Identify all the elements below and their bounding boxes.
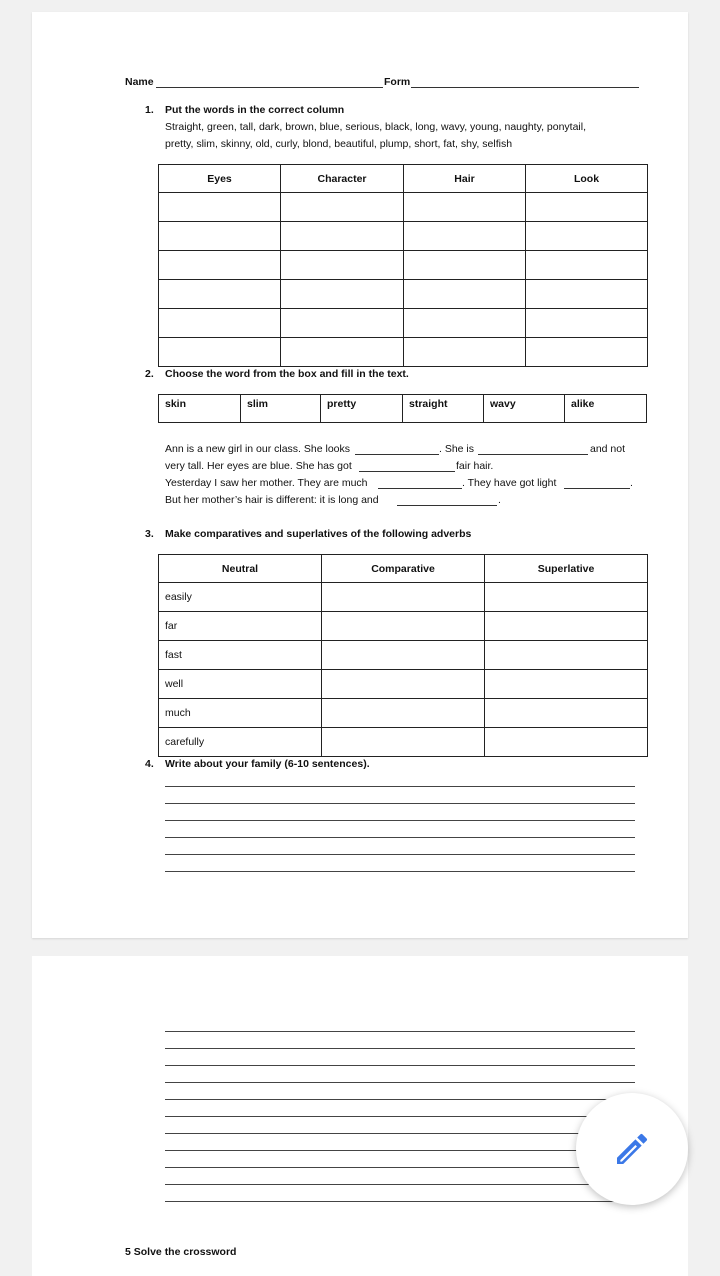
adverb-cell: far <box>159 612 322 641</box>
table-cell[interactable] <box>526 193 648 222</box>
table-cell[interactable] <box>404 251 526 280</box>
table-cell[interactable] <box>485 699 648 728</box>
task1-col-eyes: Eyes <box>159 165 281 193</box>
table-cell[interactable] <box>404 222 526 251</box>
table-cell[interactable] <box>322 641 485 670</box>
table-cell[interactable] <box>281 338 404 367</box>
writing-line[interactable] <box>165 1031 635 1032</box>
text-line3-c: . <box>630 477 633 489</box>
table-cell[interactable] <box>281 309 404 338</box>
blank-4[interactable] <box>378 488 462 489</box>
task1-table <box>158 164 648 367</box>
writing-line[interactable] <box>165 1116 635 1117</box>
box-word: straight <box>403 395 484 423</box>
box-word: slim <box>241 395 321 423</box>
table-cell[interactable] <box>404 338 526 367</box>
table-cell[interactable] <box>322 612 485 641</box>
table-cell[interactable] <box>281 280 404 309</box>
table-cell[interactable] <box>159 222 281 251</box>
task1-words-line1: Straight, green, tall, dark, brown, blue, serious, black, long, wavy, young, naughty, ponytail, <box>165 121 587 133</box>
task1-number: 1. <box>145 104 154 116</box>
writing-line[interactable] <box>165 803 635 804</box>
form-label: Form <box>384 76 411 88</box>
table-cell[interactable] <box>526 251 648 280</box>
blank-1[interactable] <box>355 454 439 455</box>
writing-line[interactable] <box>165 1184 635 1185</box>
table-cell[interactable] <box>526 280 648 309</box>
task1-title: Put the words in the correct column <box>165 104 345 116</box>
writing-line[interactable] <box>165 1082 635 1083</box>
adverb-cell: well <box>159 670 322 699</box>
writing-line[interactable] <box>165 1048 635 1049</box>
text-line2-a: very tall. Her eyes are blue. She has got <box>165 460 352 472</box>
table-row <box>159 612 648 641</box>
task3-title: Make comparatives and superlatives of the following adverbs <box>165 528 472 540</box>
table-row <box>159 670 648 699</box>
table-row <box>159 251 648 280</box>
writing-line[interactable] <box>165 786 635 787</box>
table-cell[interactable] <box>526 338 648 367</box>
table-cell[interactable] <box>322 670 485 699</box>
table-cell[interactable] <box>404 280 526 309</box>
table-cell[interactable] <box>322 728 485 757</box>
table-cell[interactable] <box>159 280 281 309</box>
text-line4-b: . <box>498 494 501 506</box>
task3-col-comparative: Comparative <box>322 555 485 583</box>
task1-words-line2: pretty, slim, skinny, old, curly, blond, beautiful, plump, short, fat, shy, selfish <box>165 138 513 150</box>
task5-title: 5 Solve the crossword <box>125 1246 237 1258</box>
blank-6[interactable] <box>397 505 497 506</box>
writing-line[interactable] <box>165 820 635 821</box>
table-cell[interactable] <box>281 251 404 280</box>
table-row <box>159 583 648 612</box>
table-row <box>159 222 648 251</box>
table-cell[interactable] <box>322 583 485 612</box>
table-row <box>159 728 648 757</box>
adverb-cell: carefully <box>159 728 322 757</box>
table-cell[interactable] <box>485 670 648 699</box>
writing-line[interactable] <box>165 1150 635 1151</box>
table-row <box>159 699 648 728</box>
table-cell[interactable] <box>281 193 404 222</box>
table-row <box>159 193 648 222</box>
task2-title: Choose the word from the box and fill in the text. <box>165 368 409 380</box>
table-row <box>159 641 648 670</box>
task3-table <box>158 554 648 757</box>
task1-col-look: Look <box>526 165 648 193</box>
table-cell[interactable] <box>159 338 281 367</box>
text-line1-b: . She is <box>439 443 475 455</box>
box-word: wavy <box>484 395 565 423</box>
table-cell[interactable] <box>404 309 526 338</box>
task4-number: 4. <box>145 758 154 770</box>
table-row <box>159 309 648 338</box>
writing-line[interactable] <box>165 1133 635 1134</box>
writing-line[interactable] <box>165 871 635 872</box>
text-line2-b: fair hair. <box>456 460 494 472</box>
text-line4-a: But her mother’s hair is different: it is long and <box>165 494 379 506</box>
task3-col-superlative: Superlative <box>485 555 648 583</box>
table-cell[interactable] <box>159 251 281 280</box>
writing-line[interactable] <box>165 1167 635 1168</box>
writing-line[interactable] <box>165 1201 635 1202</box>
blank-3[interactable] <box>359 471 455 472</box>
form-blank <box>411 87 639 88</box>
blank-2[interactable] <box>478 454 588 455</box>
task2-word-box <box>158 394 647 423</box>
name-label: Name <box>125 76 154 88</box>
table-cell[interactable] <box>322 699 485 728</box>
text-line1-c: and not <box>590 443 626 455</box>
box-word: alike <box>565 395 647 423</box>
table-row <box>159 280 648 309</box>
writing-line[interactable] <box>165 837 635 838</box>
adverb-cell: fast <box>159 641 322 670</box>
table-cell[interactable] <box>404 193 526 222</box>
edit-button[interactable] <box>576 1093 688 1205</box>
table-cell[interactable] <box>485 583 648 612</box>
task2-number: 2. <box>145 368 154 380</box>
table-row <box>159 338 648 367</box>
table-cell[interactable] <box>485 728 648 757</box>
adverb-cell: easily <box>159 583 322 612</box>
task4-title: Write about your family (6-10 sentences). <box>165 758 370 770</box>
text-line3-a: Yesterday I saw her mother. They are much <box>165 477 368 489</box>
table-cell[interactable] <box>159 309 281 338</box>
task1-col-character: Character <box>281 165 404 193</box>
writing-line[interactable] <box>165 854 635 855</box>
task3-col-neutral: Neutral <box>159 555 322 583</box>
name-blank <box>156 87 383 88</box>
table-cell[interactable] <box>526 222 648 251</box>
table-cell[interactable] <box>526 309 648 338</box>
box-word: skin <box>159 395 241 423</box>
writing-line[interactable] <box>165 1099 635 1100</box>
table-cell[interactable] <box>159 193 281 222</box>
text-line1-a: Ann is a new girl in our class. She looks <box>165 443 351 455</box>
task3-number: 3. <box>145 528 154 540</box>
adverb-cell: much <box>159 699 322 728</box>
pencil-icon <box>612 1129 652 1169</box>
table-cell[interactable] <box>485 612 648 641</box>
blank-5[interactable] <box>564 488 630 489</box>
document-page-1 <box>32 12 688 938</box>
writing-line[interactable] <box>165 1065 635 1066</box>
table-cell[interactable] <box>281 222 404 251</box>
task1-col-hair: Hair <box>404 165 526 193</box>
box-word: pretty <box>321 395 403 423</box>
table-cell[interactable] <box>485 641 648 670</box>
text-line3-b: . They have got light <box>462 477 557 489</box>
